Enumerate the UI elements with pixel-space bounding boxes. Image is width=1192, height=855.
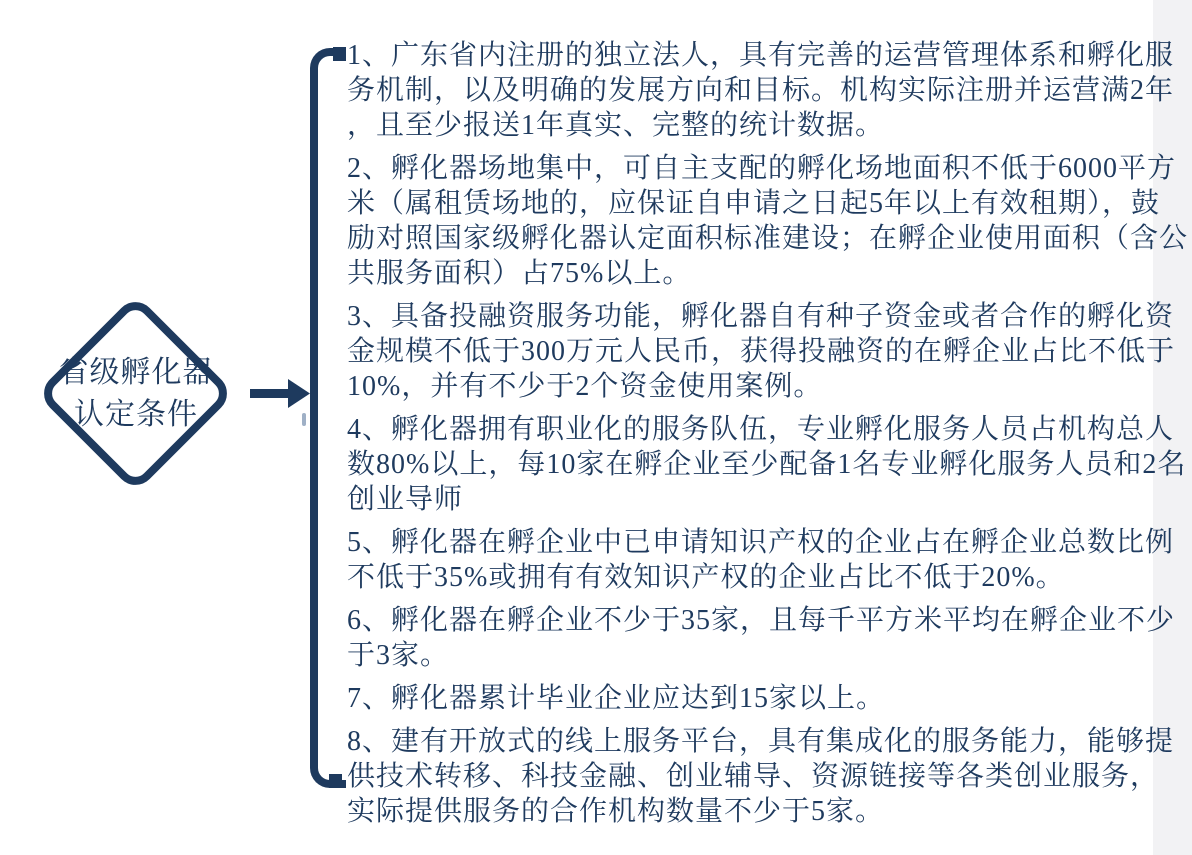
- condition-item-2: [347, 151, 1190, 291]
- condition-1-line-1: 1、广东省内注册的独立法人，具有完善的运营管理体系和孵化服: [347, 40, 1175, 71]
- condition-5-line-2: 不低于35%或拥有有效知识产权的企业占比不低于20%。: [347, 562, 1065, 593]
- condition-1-line-2: 务机制，以及明确的发展方向和目标。机构实际注册并运营满2年: [347, 75, 1175, 106]
- condition-3-line-1: 3、具备投融资服务功能，孵化器自有种子资金或者合作的孵化资: [347, 301, 1175, 332]
- condition-8-line-2: 供技术转移、科技金融、创业辅导、资源链接等各类创业服务，: [347, 761, 1160, 792]
- conditions-list: [347, 38, 1190, 837]
- condition-8-line-3: 实际提供服务的合作机构数量不少于5家。: [347, 796, 885, 827]
- condition-4-line-3: 创业导师: [347, 484, 464, 515]
- diamond-label-line1: 省级孵化器: [58, 356, 214, 389]
- bracket-top-cap: [333, 47, 346, 61]
- diamond-label: [36, 352, 236, 436]
- condition-item-7: [347, 681, 1190, 716]
- condition-item-6: [347, 603, 1190, 673]
- right-arrow-icon: [248, 376, 310, 410]
- condition-item-4: [347, 412, 1190, 517]
- condition-1-line-3: ，且至少报送1年真实、完整的统计数据。: [347, 110, 885, 141]
- bracket-bottom-cap: [329, 774, 342, 788]
- diamond-label-line2: 认定条件: [74, 398, 198, 431]
- condition-7-line-1: 7、孵化器累计毕业企业应达到15家以上。: [347, 683, 886, 714]
- condition-2-line-1: 2、孵化器场地集中，可自主支配的孵化场地面积不低于6000平方: [347, 153, 1177, 184]
- bracket-artifact-tick: [302, 413, 306, 426]
- condition-2-line-2: 米（属租赁场地的，应保证自申请之日起5年以上有效租期），鼓: [347, 188, 1161, 219]
- condition-3-line-2: 金规模不低于300万元人民币，获得投融资的在孵企业占比不低于: [347, 336, 1176, 367]
- grouping-bracket: [310, 48, 346, 788]
- condition-item-8: [347, 724, 1190, 829]
- condition-4-line-1: 4、孵化器拥有职业化的服务队伍，专业孵化服务人员占机构总人: [347, 414, 1175, 445]
- condition-item-5: [347, 525, 1190, 595]
- condition-6-line-1: 6、孵化器在孵企业不少于35家，且每千平方米平均在孵企业不少: [347, 605, 1176, 636]
- condition-4-line-2: 数80%以上，每10家在孵企业至少配备1名专业孵化服务人员和2名: [347, 449, 1187, 480]
- condition-8-line-1: 8、建有开放式的线上服务平台，具有集成化的服务能力，能够提: [347, 726, 1175, 757]
- condition-3-line-3: 10%，并有不少于2个资金使用案例。: [347, 371, 823, 402]
- condition-2-line-3: 励对照国家级孵化器认定面积标准建设；在孵企业使用面积（含公: [347, 223, 1189, 254]
- condition-5-line-1: 5、孵化器在孵企业中已申请知识产权的企业占在孵企业总数比例: [347, 527, 1175, 558]
- condition-2-line-4: 共服务面积）占75%以上。: [347, 258, 692, 289]
- condition-item-3: [347, 299, 1190, 404]
- condition-item-1: [347, 38, 1190, 143]
- condition-6-line-2: 于3家。: [347, 640, 450, 671]
